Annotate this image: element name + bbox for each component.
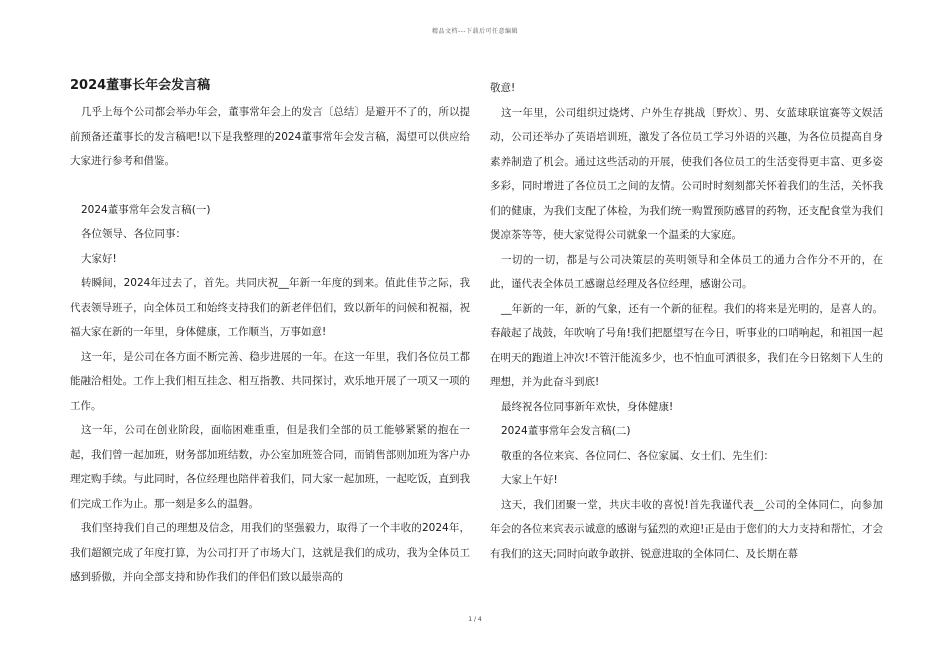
right-column (490, 76, 883, 566)
body-paragraph: 转瞬间，2024年过去了，首先。共同庆祝__年新一年度的到来。值此佳节之际，我代表领导班子，向全体员工和始终支持我们的新老伴侣们，致以新年的问候和祝福，祝福大家在新的一年里，身体健康，工作顺当，万事如意! (70, 277, 470, 338)
salutation: 敬重的各位来宾、各位同仁、各位家属、女士们、先生们： (501, 449, 774, 462)
page-number: 1 / 4 (468, 616, 482, 623)
body-paragraph: 这天，我们团聚一堂，共庆丰收的喜悦!首先我谨代表__公司的全体同仁，向参加年会的各位来宾表示诚意的感谢与猛烈的欢迎!正是由于您们的大力支持和帮忙，才会有我们的这天;同时向敢争敢拼、锐意进取的全体同仁、及长期在幕 (490, 498, 883, 560)
spacer (70, 174, 470, 198)
body-paragraph: 我们坚持我们自己的理想及信念，用我们的坚强毅力，取得了一个丰收的2024年，我们超额完成了年度打算，为公司打开了市场大门，这就是我们的成功，我为全体员工感到骄傲，并向全部支持和协作我们的伴侣们致以最崇高的 (70, 522, 470, 583)
body-paragraph: __年新的一年，新的气象，还有一个新的征程。我们的将来是光明的，是喜人的。春敲起了战鼓，年吹响了号角!我们把愿望写在今日，听事业的口哨响起，和祖国一起在明天的跑道上冲次!不管汗能流多少，也不怕血可洒很多，我们在今日铭刻下人生的理想，并为此奋斗到底! (490, 302, 883, 388)
left-column (70, 76, 470, 590)
section-heading-2: 2024董事常年会发言稿(二) (501, 425, 631, 437)
greeting: 大家上午好! (501, 474, 558, 486)
body-paragraph: 这一年里，公司组织过烧烤、户外生存挑战〔野炊〕、男、女蓝球联谊赛等文娱活动，公司还举办了英语培训班，激发了各位员工学习外语的兴趣，为各位员提高自身素养制造了机会。通过这些活动的开展，使我们各位员工的生活变得更丰富、更多姿多彩，同时增进了各位员工之间的友情。公司时时刻刻都关怀着我们的生活，关怀我们的健康，为我们支配了体检，为我们统一购置预防感冒的药物，还支配食堂为我们煲凉茶等等，使大家觉得公司就象一个温柔的大家庭。 (490, 106, 883, 241)
document-title: 2024董事长年会发言稿 (70, 78, 211, 93)
page-header: 精品文档---下载后可任意编辑 (432, 28, 518, 35)
body-paragraph: 这一年，公司在创业阶段，面临困难重重，但是我们全部的员工能够紧紧的抱在一起，我们曾一起加班，财务部加班结数，办公室加班签合同，而销售部则加班为客户办理定购手续。与此同时，各位经理也陪伴着我们，同大家一起加班，一起吃饭，直到我们完成工作为止。那一刻是多么的温磐。 (70, 424, 470, 510)
salutation: 各位领导、各位同事： (81, 228, 186, 240)
intro-paragraph: 几乎上每个公司都会举办年会，董事常年会上的发言〔总结〕是避开不了的，所以提前预备还董事长的发言稿吧!以下是我整理的2024董事常年会发言稿，渴望可以供应给大家进行参考和借鉴。 (70, 106, 470, 167)
greeting: 大家好! (81, 252, 117, 265)
body-paragraph: 这一年，是公司在各方面不断完善、稳步进展的一年。在这一年里，我们各位员工都能融洽相处。工作上我们相互挂念、相互指教、共同探讨，欢乐地开展了一项又一项的工作。 (70, 350, 470, 412)
body-paragraph: 一切的一切，都是与公司决策层的英明领导和全体员工的通力合作分不开的，在此，谨代表全体员工感谢总经理及各位经理，感谢公司。 (490, 253, 883, 290)
section-heading-1: 2024董事常年会发言稿(一) (81, 203, 211, 216)
body-paragraph: 最终祝各位同事新年欢快，身体健康! (501, 400, 674, 413)
body-paragraph: 敬意! (490, 82, 516, 94)
